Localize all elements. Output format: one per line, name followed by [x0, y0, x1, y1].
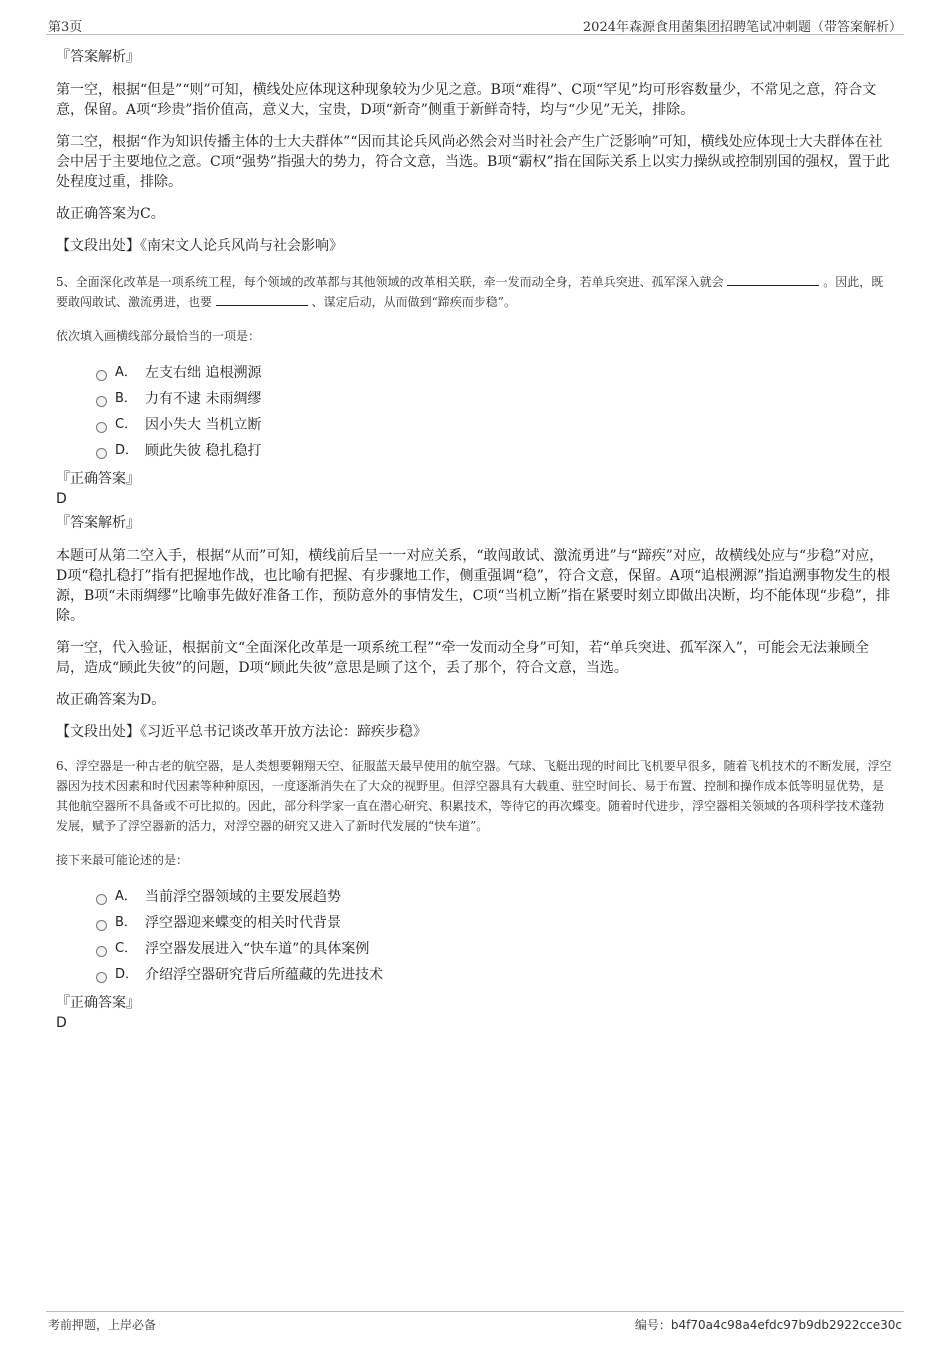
- analysis-conclusion: 故正确答案为C。: [56, 206, 165, 222]
- option-text: 左支右绌 追根溯源: [145, 365, 262, 381]
- analysis-paragraph: 第二空，根据“作为知识传播主体的士大夫群体”“因而其论兵风尚必然会对当时社会产生广泛影响”可知，横线处应体现士大夫群体在社会中居于主要地位之意。C项“强势”指强大的势力，符合文意，当选。B项“霸权”指在国际关系上以实力操纵或控制别国的强权，置于此处程度过重，排除。: [56, 134, 890, 190]
- page-content: [56, 44, 894, 1032]
- option-list: [56, 884, 894, 988]
- option-text: 当前浮空器领域的主要发展趋势: [145, 889, 341, 905]
- option-text: 因小失大 当机立断: [145, 417, 262, 433]
- question-stem: 6、浮空器是一种古老的航空器，是人类想要翱翔天空、征服蓝天最早使用的航空器。气球、飞艇出现的时间比飞机要早很多，随着飞机技术的不断发展，浮空器因为技术因素和时代因素等种种原因，一度逐渐消失在了大众的视野里。但浮空器具有大载重、驻空时间长、易于布置、控制和操作成本低等明显优势，是其他航空器所不具备或不可比拟的。因此，部分科学家一直在潜心研究、积累技术，等待它的再次蝶变。随着时代进步，浮空器相关领域的各项科学技术蓬勃发展，赋予了浮空器新的活力，对浮空器的研究又进入了新时代发展的“快车道”。: [56, 759, 892, 833]
- option-letter: C．: [115, 941, 138, 956]
- radio-button-icon[interactable]: [96, 422, 107, 433]
- radio-button-icon[interactable]: [96, 920, 107, 931]
- answer-heading: 『正确答案』: [56, 995, 140, 1011]
- document-code: [635, 1316, 902, 1333]
- option-b[interactable]: [56, 386, 894, 412]
- correct-answer: D: [56, 491, 67, 507]
- analysis-paragraph: 第一空，根据“但是”“则”可知，横线处应体现这种现象较为少见之意。B项“难得”、C项“罕见”均可形容数量少，不常见之意，符合文意，保留。A项“珍贵”指价值高，意义大，宝贵，D项“新奇”侧重于新鲜奇特，均与“少见”无关，排除。: [56, 82, 877, 118]
- option-letter: D．: [115, 967, 139, 982]
- option-a[interactable]: [56, 884, 894, 910]
- option-b[interactable]: [56, 910, 894, 936]
- option-letter: C．: [115, 417, 138, 432]
- page-footer: [46, 1311, 904, 1336]
- analysis-heading: 『答案解析』: [56, 49, 140, 65]
- analysis-paragraph: 第一空，代入验证，根据前文“全面深化改革是一项系统工程”“牵一发而动全身”可知，若“单兵突进、孤军深入”，可能会无法兼顾全局，造成“顾此失彼”的问题，D项“顾此失彼”意思是顾了这个，丢了那个，符合文意，当选。: [56, 640, 869, 676]
- radio-button-icon[interactable]: [96, 448, 107, 459]
- analysis-heading: 『答案解析』: [56, 515, 140, 531]
- option-letter: D．: [115, 443, 139, 458]
- option-letter: B．: [115, 915, 137, 930]
- option-letter: A．: [115, 365, 137, 380]
- question-prompt: 接下来最可能论述的是：: [56, 853, 189, 867]
- option-d[interactable]: [56, 962, 894, 988]
- option-text: 介绍浮空器研究背后所蕴藏的先进技术: [145, 967, 383, 983]
- document-title: 2024年森源食用菌集团招聘笔试冲刺题（带答案解析）: [582, 20, 902, 35]
- option-a[interactable]: [56, 360, 894, 386]
- option-letter: B．: [115, 391, 137, 406]
- option-text: 浮空器发展进入“快车道”的具体案例: [145, 941, 370, 957]
- document-code-label: 编号：: [634, 1318, 671, 1332]
- question-stem: [56, 272, 894, 312]
- page-number: 第3页: [48, 20, 83, 35]
- source-citation: 【文段出处】《习近平总书记谈改革开放方法论：蹄疾步稳》: [56, 724, 427, 740]
- analysis-conclusion: 故正确答案为D。: [56, 692, 166, 708]
- fill-blank: [727, 273, 819, 286]
- source-citation: 【文段出处】《南宋文人论兵风尚与社会影响》: [56, 238, 343, 254]
- page-header: [46, 14, 904, 35]
- radio-button-icon[interactable]: [96, 894, 107, 905]
- question-stem-part: 5、全面深化改革是一项系统工程，每个领域的改革都与其他领域的改革相关联，牵一发而动全身，若单兵突进、孤军深入就会: [56, 275, 724, 289]
- question-stem-part: 、谋定后动，从而做到“蹄疾而步稳”。: [311, 295, 516, 309]
- option-text: 顾此失彼 稳扎稳打: [145, 443, 262, 459]
- option-c[interactable]: [56, 412, 894, 438]
- answer-heading: 『正确答案』: [56, 471, 140, 487]
- option-letter: A．: [115, 889, 137, 904]
- question-prompt: 依次填入画横线部分最恰当的一项是：: [56, 329, 261, 343]
- option-c[interactable]: [56, 936, 894, 962]
- fill-blank: [216, 293, 308, 306]
- analysis-paragraph: 本题可从第二空入手，根据“从而”可知，横线前后呈一一对应关系，“敢闯敢试、激流勇进”与“蹄疾”对应，故横线处应与“步稳”对应，D项“稳扎稳打”指有把握地作战，也比喻有把握、有步骤地工作，侧重强调“稳”，符合文意，保留。A项“追根溯源”指追溯事物发生的根源，B项“未雨绸缪”比喻事先做好准备工作，预防意外的事情发生，C项“当机立断”指在紧要时刻立即做出决断，均不能体现“步稳”，排除。: [56, 548, 891, 624]
- radio-button-icon[interactable]: [96, 972, 107, 983]
- option-list: [56, 360, 894, 464]
- option-text: 力有不逮 未雨绸缪: [145, 391, 262, 407]
- radio-button-icon[interactable]: [96, 370, 107, 381]
- option-d[interactable]: [56, 438, 894, 464]
- option-text: 浮空器迎来蝶变的相关时代背景: [145, 915, 341, 931]
- footer-slogan: 考前押题，上岸必备: [48, 1318, 157, 1332]
- radio-button-icon[interactable]: [96, 396, 107, 407]
- radio-button-icon[interactable]: [96, 946, 107, 957]
- document-code-value: b4f70a4c98a4efdc97b9db2922cce30c: [670, 1318, 902, 1332]
- question-stem-part: 。因此，既要敢闯敢试、激流勇进，也要: [56, 275, 884, 309]
- correct-answer: D: [56, 1015, 67, 1031]
